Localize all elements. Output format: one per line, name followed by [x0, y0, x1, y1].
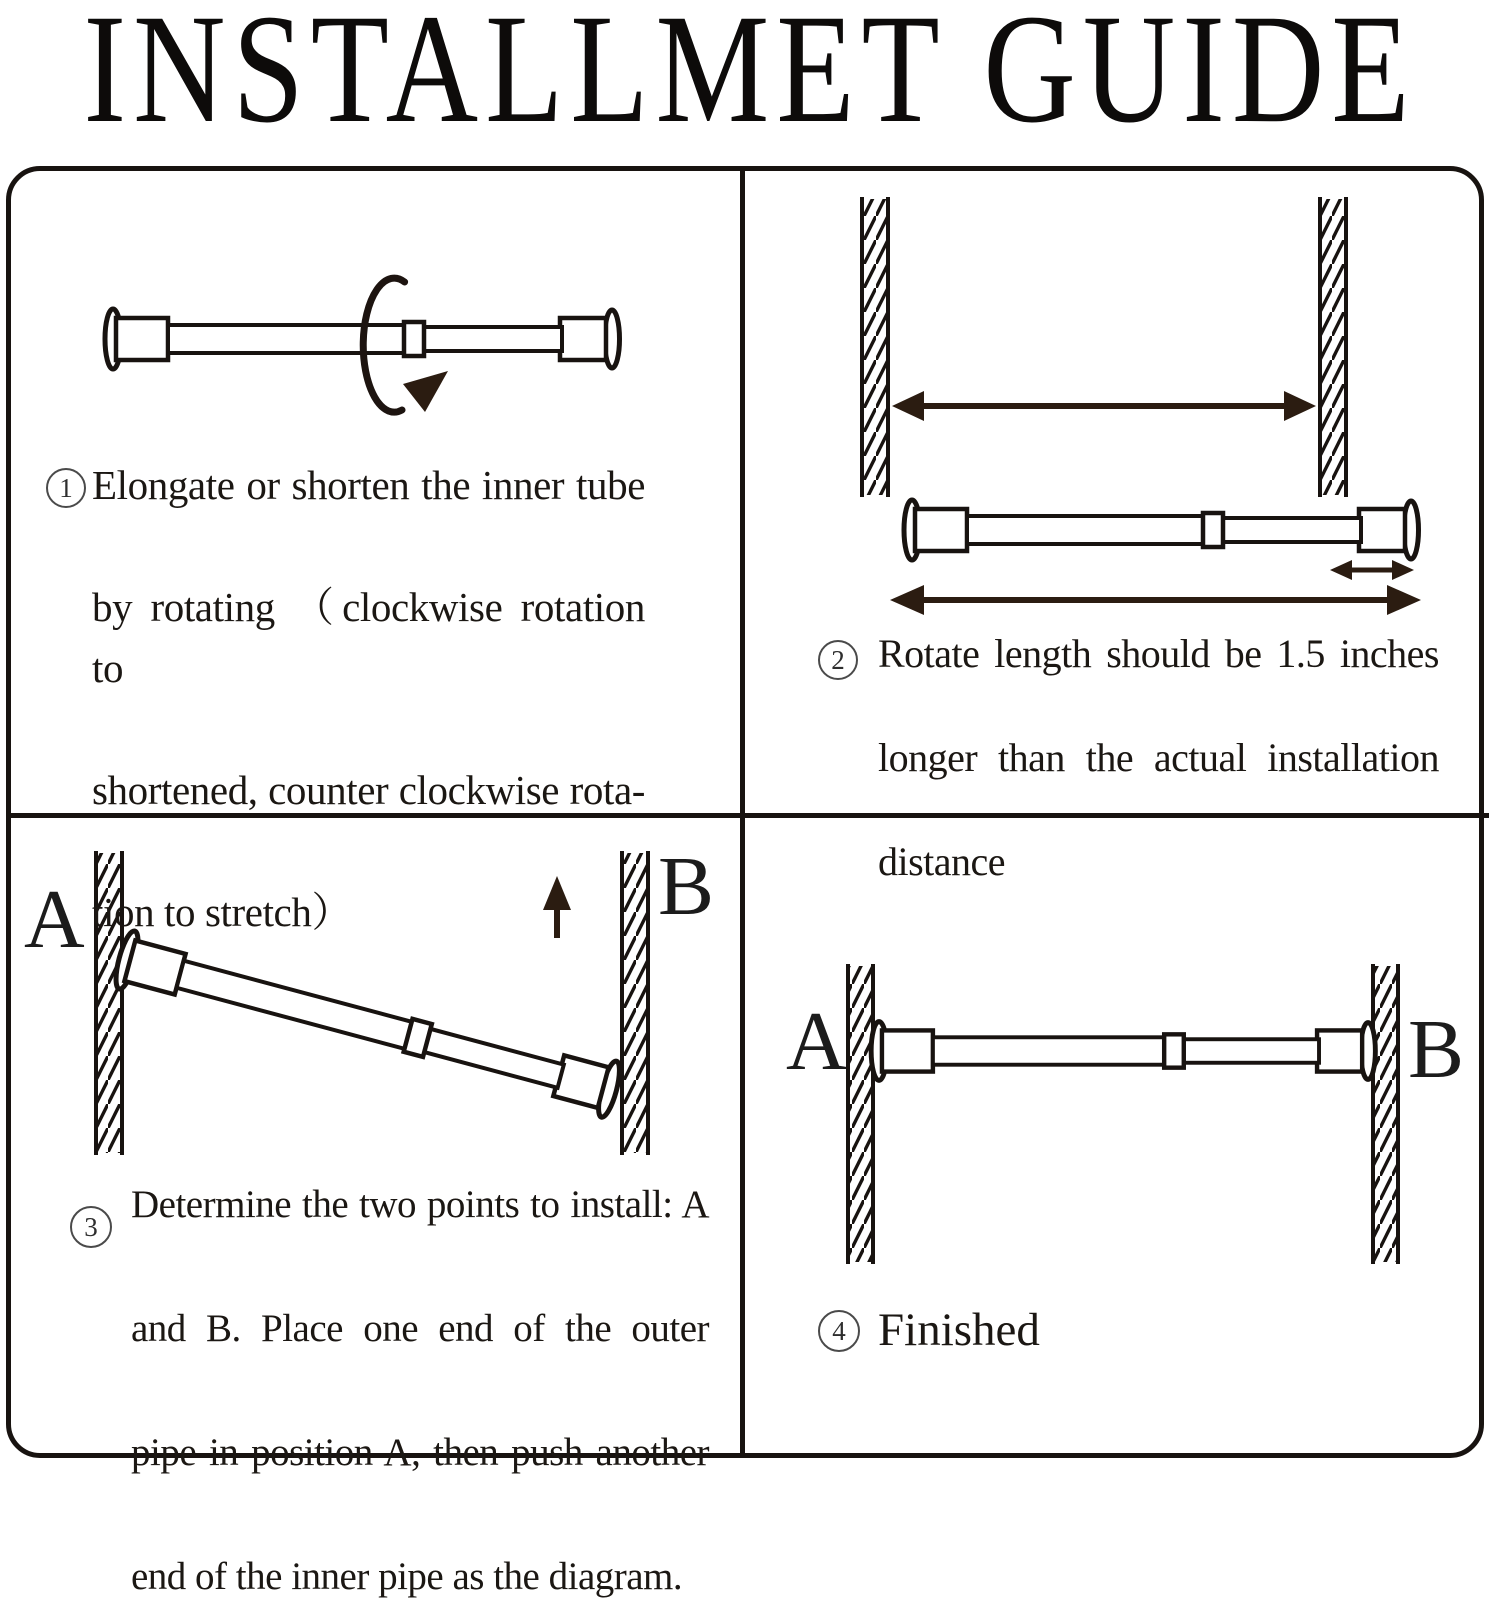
wall-label-b: B — [1408, 1003, 1465, 1096]
step-number: 2 — [831, 644, 845, 675]
wall-label-a: A — [24, 873, 85, 966]
instruction-line: longer than the actual installation — [878, 735, 1439, 780]
overall-length-arrow-icon — [890, 585, 1421, 615]
distance-arrow-icon — [892, 391, 1316, 421]
instruction-line: end of the inner pipe as the diagram. — [131, 1555, 683, 1598]
step2-diagram — [862, 197, 1421, 615]
step3-text — [131, 1174, 709, 1608]
step1-number-badge — [46, 468, 86, 508]
instruction-line: pipe in position A, then push another — [131, 1431, 709, 1474]
step-number: 4 — [832, 1315, 846, 1346]
hatched-wall-left — [862, 197, 888, 497]
instruction-line: Determine the two points to install: A — [131, 1183, 709, 1226]
instruction-line: and B. Place one end of the outer — [131, 1307, 709, 1350]
instruction-line: Elongate or shorten the inner tube — [92, 462, 645, 508]
page-title: INSTALLMET GUIDE — [83, 0, 1417, 156]
step1-text — [92, 455, 645, 943]
step1-diagram — [105, 278, 620, 412]
step-number: 3 — [84, 1211, 98, 1242]
hatched-wall-a — [848, 964, 873, 1264]
step4-number-badge — [818, 1310, 860, 1352]
step4-text: Finished — [878, 1304, 1040, 1356]
tension-rod-illustration — [904, 500, 1419, 560]
step-number: 1 — [59, 472, 73, 503]
instruction-line: by rotating （clockwise rotation to — [92, 584, 645, 691]
step4-diagram — [848, 964, 1398, 1264]
tension-rod-illustration — [112, 929, 624, 1120]
adjust-length-arrow-icon — [1330, 560, 1414, 580]
wall-label-a: A — [786, 995, 847, 1088]
step3-number-badge — [70, 1206, 112, 1248]
wall-label-b: B — [658, 840, 715, 933]
step2-text — [878, 628, 1439, 888]
instruction-line: tion to stretch） — [92, 889, 353, 935]
hatched-wall-right — [1320, 197, 1346, 497]
tension-rod-illustration — [871, 1022, 1375, 1081]
instruction-line: shortened, counter clockwise rota- — [92, 767, 645, 813]
step2-number-badge — [818, 640, 858, 680]
instruction-line: Rotate length should be 1.5 inches — [878, 631, 1439, 676]
instruction-line: distance — [878, 839, 1006, 884]
hatched-wall-b — [1373, 964, 1398, 1264]
